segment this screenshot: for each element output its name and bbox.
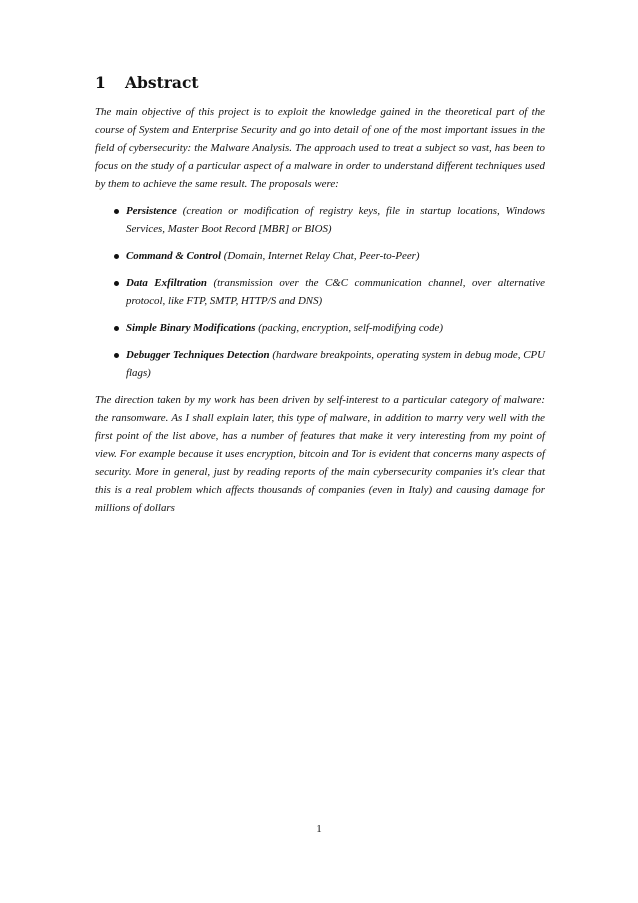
proposal-term: Persistence	[126, 205, 177, 217]
proposal-detail: (transmission over the C&C communication channel, over alternative protocol, like FTP, SMTP, HTTP/S and DNS)	[126, 277, 546, 307]
intro-paragraph: The main objective of this project is to exploit the knowledge gained in the theoretical part of the course of System and Enterprise Security and go into detail of one of the most important issues in the field of cybersecurity: the Malware Analysis. The approach used to treat a subject so vast, has been to focus on the study of a particular aspect of a malware in order to understand different techniques used by them to achieve the same result. The proposals were:	[95, 106, 545, 190]
proposal-term: Data Exfiltration	[126, 277, 207, 289]
proposal-term: Command & Control	[126, 250, 222, 262]
section-number: 1	[95, 73, 106, 92]
proposal-detail: (Domain, Internet Relay Chat, Peer-to-Peer)	[223, 250, 420, 262]
list-item	[95, 274, 545, 310]
proposal-list	[95, 202, 545, 382]
bullet-icon	[114, 254, 119, 259]
section-heading	[95, 73, 199, 93]
proposal-term: Debugger Techniques Detection	[126, 349, 270, 361]
proposal-detail: (creation or modification of registry keys, file in startup locations, Windows Services, Master Boot Record [MBR] or BIOS)	[126, 205, 545, 235]
section-title: Abstract	[125, 73, 199, 92]
list-item	[95, 247, 545, 265]
list-item	[95, 319, 545, 337]
direction-paragraph: The direction taken by my work has been driven by self-interest to a particular category of malware: the ransomware. As I shall explain later, this type of malware, in addition to marry very well with the first point of the list above, has a number of features that make it very interesting from my point of view. For example because it uses encryption, bitcoin and Tor is evident that concerns many aspects of security. More in general, just by reading reports of the main cybersecurity companies it's clear that this is a real problem which affects thousands of companies (even in Italy) and causing damage for millions of dollars	[95, 394, 545, 514]
bullet-icon	[114, 353, 119, 358]
proposal-term: Simple Binary Modifications	[126, 322, 256, 334]
abstract-body	[95, 103, 545, 517]
proposal-detail: (hardware breakpoints, operating system in debug mode, CPU flags)	[126, 349, 545, 379]
list-item	[95, 202, 545, 238]
proposal-detail: (packing, encryption, self-modifying code)	[258, 322, 444, 334]
list-item	[95, 346, 545, 382]
bullet-icon	[114, 326, 119, 331]
bullet-icon	[114, 281, 119, 286]
bullet-icon	[114, 209, 119, 214]
page-number: 1	[316, 823, 322, 835]
